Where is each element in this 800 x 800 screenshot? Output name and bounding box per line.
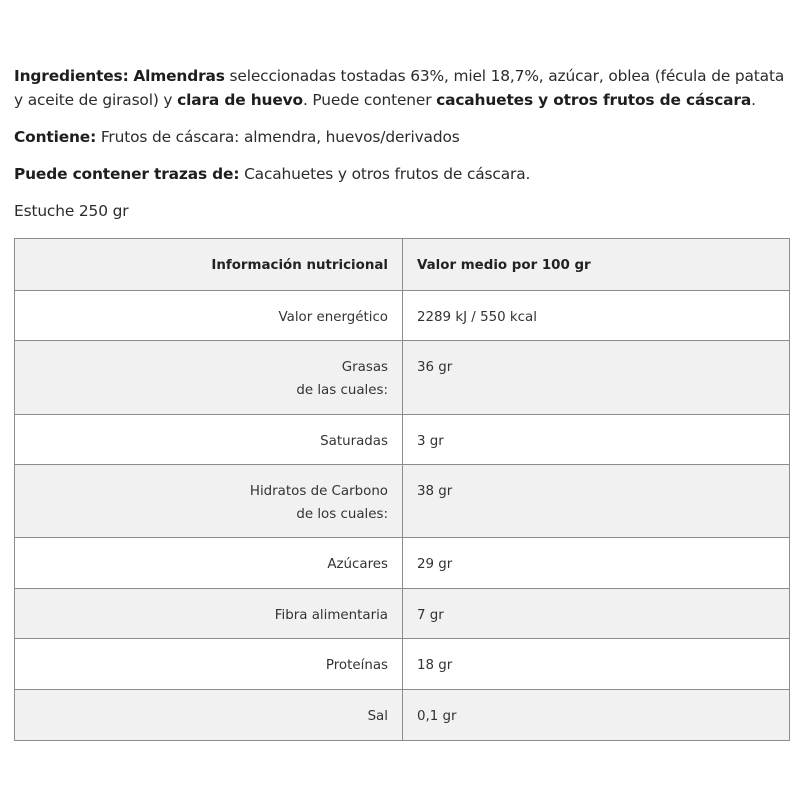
traces-paragraph (14, 162, 789, 186)
ingredients-text-2: . Puede contener (302, 91, 437, 109)
row-value: 0,1 gr (403, 690, 790, 741)
contains-label: Contiene: (14, 128, 97, 146)
row-label (15, 465, 403, 538)
row-label: Azúcares (15, 538, 403, 589)
contains-paragraph (14, 125, 789, 149)
row-label-main: Grasas (341, 360, 388, 375)
table-row (15, 589, 790, 639)
table-row (15, 291, 790, 341)
ingredients-text-3: . (751, 91, 756, 109)
row-value: 29 gr (403, 538, 790, 589)
header-value-per-100g: Valor medio por 100 gr (403, 239, 790, 291)
table-row (15, 341, 790, 415)
row-label: Valor energético (15, 291, 403, 341)
row-value: 3 gr (403, 415, 790, 465)
package-size: Estuche 250 gr (14, 202, 129, 220)
ingredients-label: Ingredientes: (14, 67, 129, 85)
ingredient-clara-de-huevo: clara de huevo (177, 91, 303, 109)
row-value: 36 gr (403, 341, 790, 415)
row-label-main: Hidratos de Carbono (249, 484, 388, 499)
row-value: 2289 kJ / 550 kcal (403, 291, 790, 341)
row-sublabel: de las cuales: (296, 383, 388, 398)
header-nutrition-info: Información nutricional (15, 239, 403, 291)
traces-text: Cacahuetes y otros frutos de cáscara. (239, 165, 531, 183)
row-label: Fibra alimentaria (15, 589, 403, 639)
row-sublabel: de los cuales: (296, 507, 388, 522)
table-row (15, 415, 790, 465)
table-row (15, 538, 790, 589)
row-value: 7 gr (403, 589, 790, 639)
row-value: 38 gr (403, 465, 790, 538)
ingredient-cacahuetes: cacahuetes y otros frutos de cáscara (436, 91, 752, 109)
traces-label: Puede contener trazas de: (14, 165, 240, 183)
row-label: Saturadas (15, 415, 403, 465)
ingredients-paragraph (14, 64, 789, 112)
table-row (15, 690, 790, 741)
row-value: 18 gr (403, 639, 790, 690)
contains-text: Frutos de cáscara: almendra, huevos/derivados (96, 128, 460, 146)
table-row (15, 465, 790, 538)
nutrition-table (14, 238, 790, 741)
row-label: Proteínas (15, 639, 403, 690)
ingredients-text-1: seleccionadas tostadas 63%, miel 18,7%, azúcar, oblea (fécula de patata y aceite de girasol) y (14, 67, 785, 109)
row-label: Sal (15, 690, 403, 741)
table-row (15, 639, 790, 690)
row-label (15, 341, 403, 415)
table-header-row (15, 239, 790, 291)
ingredient-almendras: Almendras (133, 67, 225, 85)
